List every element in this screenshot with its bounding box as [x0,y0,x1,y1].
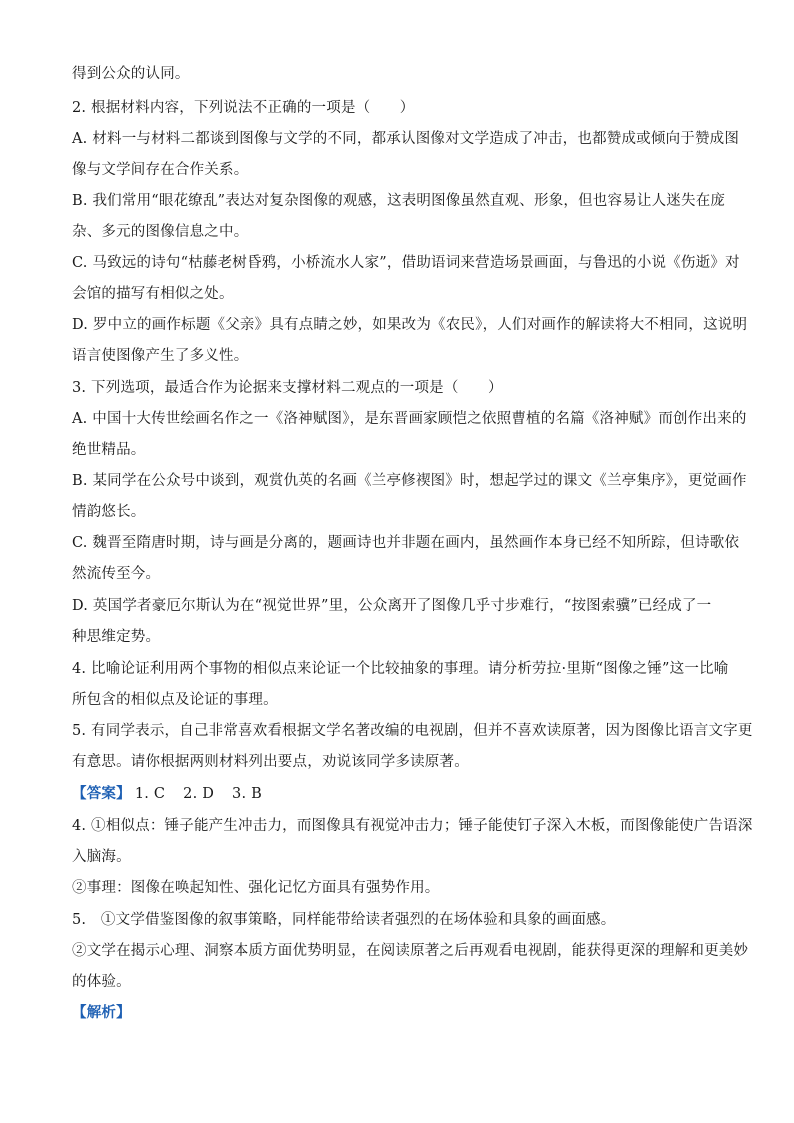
analysis-line [72,1003,732,1023]
question-3: 3. 下列选项，最适合作为论据来支撑材料二观点的一项是（ ） [72,380,503,396]
option-a: A. 中国十大传世绘画名作之一《洛神赋图》，是东晋画家顾恺之依照曹植的名篇《洛神赋》而创作出来的 [72,411,747,427]
text-line: 杂、多元的图像信息之中。 [72,224,249,240]
question-4: 4. 比喻论证利用两个事物的相似点来论证一个比较抽象的事理。请分析劳拉·里斯“图像之锤”这一比喻 [72,661,729,677]
option-c: C. 魏晋至隋唐时期，诗与画是分离的，题画诗也并非题在画内，虽然画作本身已经不知所踪，但诗歌依 [72,535,740,551]
text-line: 有意思。请你根据两则材料列出要点，劝说该同学多读原著。 [72,754,469,770]
analysis-tag: 【解析】 [72,1004,131,1021]
text-line: 得到公众的认同。 [72,66,190,82]
option-d: D. 英国学者豪厄尔斯认为在“视觉世界”里，公众离开了图像几乎寸步难行，“按图索骥”已经成了一 [72,598,712,614]
option-d: D. 罗中立的画作标题《父亲》具有点睛之妙，如果改为《农民》，人们对画作的解读将大不相同，这说明 [72,317,748,333]
text-line: 种思维定势。 [72,629,161,645]
answer-3: 3. B [232,786,262,802]
text-line: 情韵悠长。 [72,504,146,520]
text-line: 入脑海。 [72,849,131,865]
answer-5: 5. ①文学借鉴图像的叙事策略，同样能带给读者强烈的在场体验和具象的画面感。 [72,912,616,928]
option-b: B. 某同学在公众号中谈到，观赏仇英的名画《兰亭修禊图》时，想起学过的课文《兰亭集序》，更觉画作 [72,473,747,489]
answer-line [72,784,732,804]
answer-tag: 【答案】 [72,785,131,802]
option-c: C. 马致远的诗句“枯藤老树昏鸦，小桥流水人家”，借助语词来营造场景画面，与鲁迅的小说《伤逝》对 [72,255,740,271]
answer-2: 2. D [183,786,215,802]
option-a: A. 材料一与材料二都谈到图像与文学的不同，都承认图像对文学造成了冲击，也都赞成或倾向于赞成图 [72,131,740,147]
text-line: 的体验。 [72,974,131,990]
answer-1: 1. C [134,786,166,802]
answer-5-point-2: ②文学在揭示心理、洞察本质方面优势明显，在阅读原著之后再观看电视剧，能获得更深的理解和更美妙 [72,943,749,959]
text-line: 然流传至今。 [72,566,161,582]
text-line: 语言使图像产生了多义性。 [72,348,249,364]
text-line: 会馆的描写有相似之处。 [72,286,234,302]
answer-4: 4. ①相似点：锤子能产生冲击力，而图像具有视觉冲击力；锤子能使钉子深入木板，而图像能使广告语深 [72,818,753,834]
answer-4-reason: ②事理：图像在唤起知性、强化记忆方面具有强势作用。 [72,880,440,896]
option-b: B. 我们常用“眼花缭乱”表达对复杂图像的观感，这表明图像虽然直观、形象，但也容易让人迷失在庞 [72,193,726,209]
text-line: 像与文学间存在合作关系。 [72,162,249,178]
question-5: 5. 有同学表示，自己非常喜欢看根据文学名著改编的电视剧，但并不喜欢读原著，因为图像比语言文字更 [72,723,753,739]
text-line: 绝世精品。 [72,442,146,458]
question-2: 2. 根据材料内容，下列说法不正确的一项是（ ） [72,100,415,116]
text-line: 所包含的相似点及论证的事理。 [72,692,278,708]
